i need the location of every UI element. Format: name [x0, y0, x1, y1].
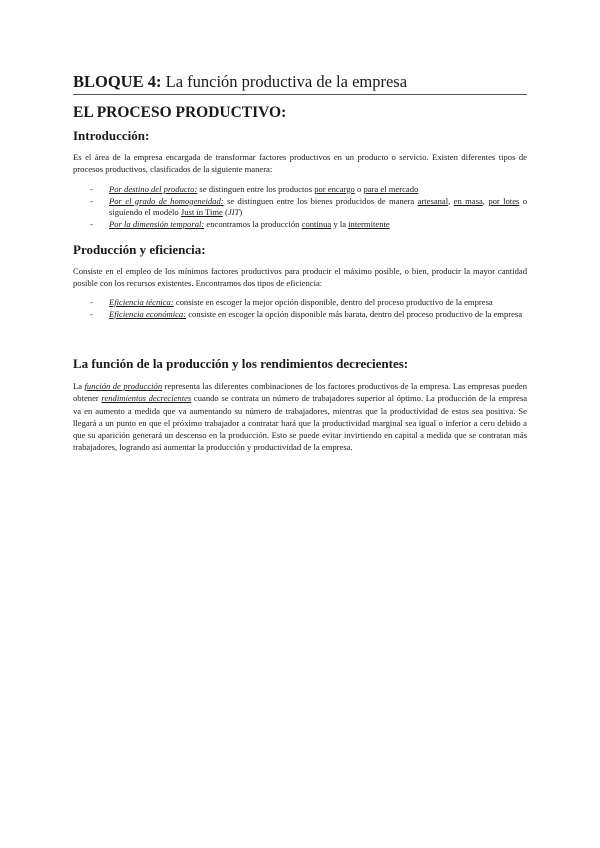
efficiency-heading: Producción y eficiencia:: [73, 242, 206, 257]
block-number: BLOQUE 4:: [73, 72, 162, 91]
paragraph-text: La: [73, 381, 85, 391]
item-term: por lotes: [488, 195, 520, 206]
production-function-heading: La función de la producción y los rendimientos decrecientes:: [73, 356, 409, 371]
intro-heading: Introducción:: [73, 128, 150, 143]
block-header: [73, 72, 527, 95]
item-label: Por destino del producto:: [109, 184, 198, 194]
paragraph-text: representa las diferentes combinaciones de los factores productivos de la empresa. Las empresas pueden obtener: [73, 381, 528, 404]
item-text: ): [239, 207, 243, 218]
item-abbr: JIT: [227, 207, 240, 218]
item-term: por encargo: [314, 184, 355, 194]
item-label: Por la dimensión temporal:: [109, 218, 205, 229]
item-term: Just in Time: [180, 207, 223, 218]
item-text: encontramos la producción: [204, 218, 302, 229]
list-dash: -: [90, 184, 93, 194]
list-dash: -: [90, 297, 93, 307]
item-label: Por el grado de homogeneidad:: [109, 195, 224, 206]
list-dash: -: [90, 195, 93, 206]
paragraph-term: función de producción: [84, 381, 163, 391]
intro-paragraph: Es el área de la empresa encargada de transformar factores productivos en un producto o servicio. Existen diferentes tipos de procesos productivos, clasificados de la siguiente manera:: [73, 152, 527, 175]
item-text: o siguiendo el modelo: [109, 195, 528, 218]
item-term: en masa: [453, 195, 483, 206]
list-item: [73, 309, 527, 321]
paragraph-term: rendimientos decrecientes: [101, 393, 192, 404]
item-term: continua: [301, 218, 332, 229]
list-item: [73, 184, 527, 196]
list-dash: -: [90, 218, 93, 229]
list-item: [73, 196, 527, 219]
item-term: intermitente: [348, 218, 390, 229]
item-text: se distinguen entre los bienes producidos de manera: [223, 195, 418, 206]
item-text: ,: [482, 195, 489, 206]
list-item: [73, 297, 527, 309]
process-types-list: [73, 184, 527, 230]
item-text: ,: [448, 195, 454, 206]
paragraph-text: cuando se contrata un número de trabajadores superior al óptimo. La producción de la empresa va en aumento a medida que va aumentando su número de trabajadores, mientras que la productividad de estos sea positiva. Se llegará a un punto en que el próximo trabajador a contratar hará que la productividad marginal sea igual o inferior a cero debido a que su aparición generará un descenso en la producción. Esto se puede evitar invirtiendo en capital a medida que se contratan más trabajadores, logrando así aumentar la producción y productividad de la empresa.: [73, 393, 528, 453]
item-text: o: [354, 184, 364, 194]
item-text: (: [222, 207, 228, 218]
item-text: consiste en escoger la opción disponible más barata, dentro del proceso productivo de la empresa: [186, 308, 523, 319]
list-dash: -: [90, 308, 93, 319]
production-function-paragraph: [73, 380, 527, 454]
item-term: para el mercado: [363, 184, 419, 194]
efficiency-paragraph: Consiste en el empleo de los mínimos factores productivos para producir el máximo posible, o bien, producir la mayor cantidad posible con los recursos existentes. Encontramos dos tipos de eficiencia:: [73, 266, 527, 289]
efficiency-types-list: [73, 297, 527, 320]
list-item: [73, 219, 527, 231]
item-label: Eficiencia económica:: [109, 308, 187, 319]
item-term: artesanal: [417, 195, 449, 206]
main-title: EL PROCESO PRODUCTIVO:: [73, 104, 287, 121]
item-label: Eficiencia técnica:: [109, 297, 174, 307]
block-title: La función productiva de la empresa: [165, 72, 408, 91]
item-text: y la: [331, 218, 349, 229]
item-text: consiste en escoger la mejor opción disponible, dentro del proceso productivo de la empresa: [173, 297, 493, 307]
item-text: se distinguen entre los productos: [197, 184, 315, 194]
